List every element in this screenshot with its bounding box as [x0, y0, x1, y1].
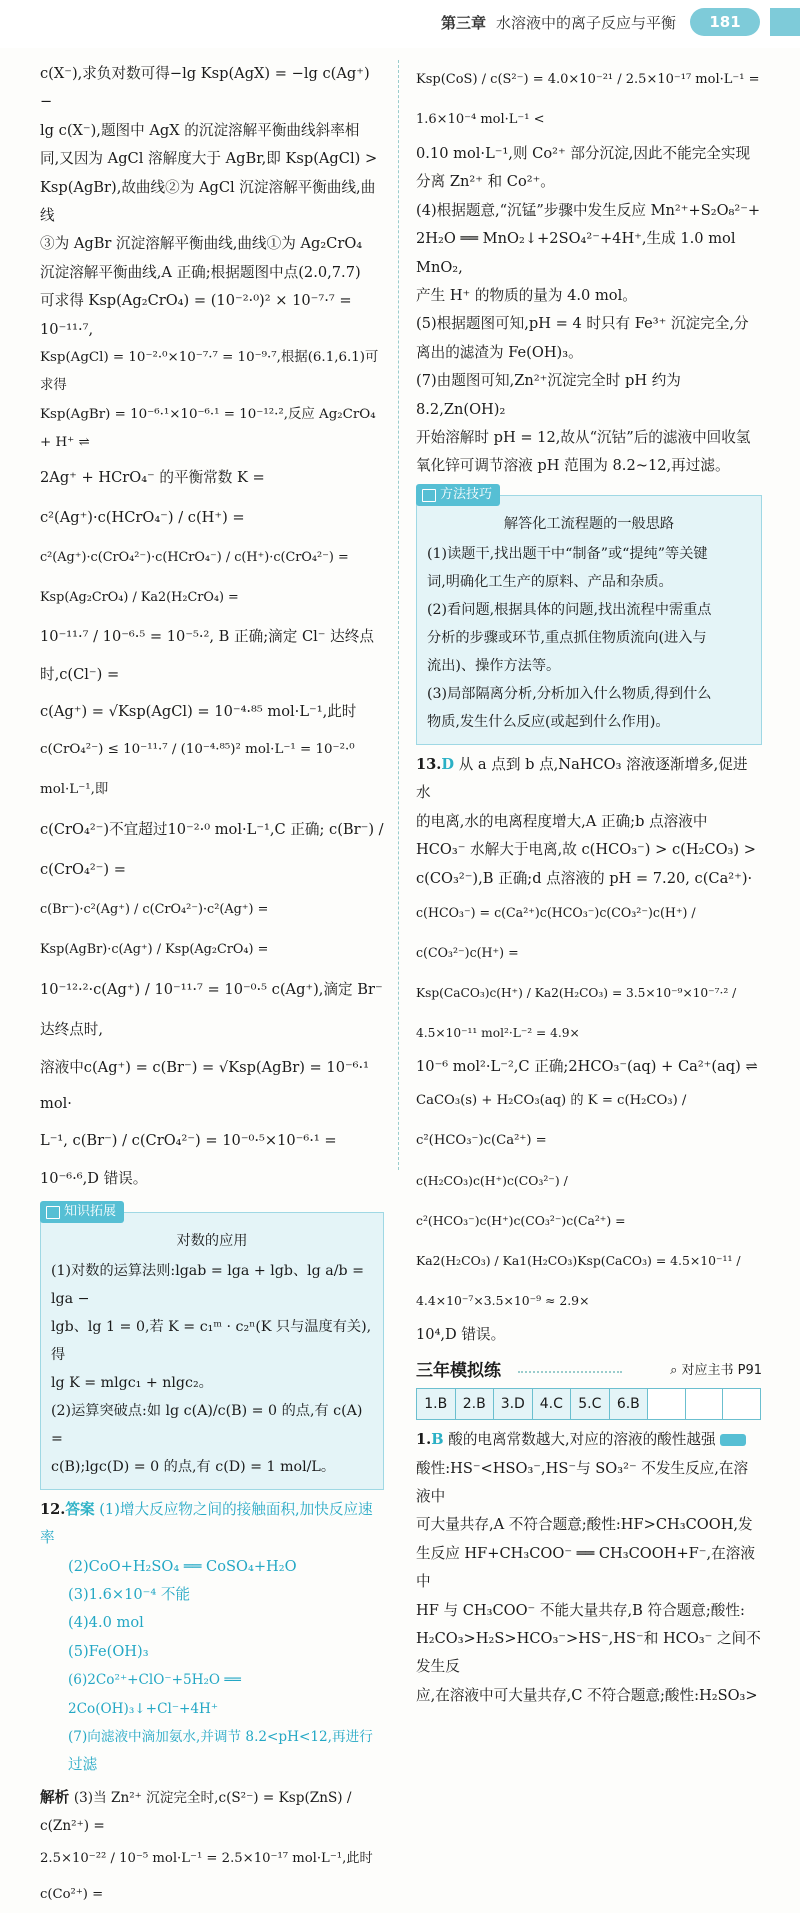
answer-line: (7)向滤液中滴加氨水,并调节 8.2<pH<12,再进行 [68, 1728, 373, 1745]
question-answer: B [431, 1431, 444, 1449]
box-line: 分析的步骤或环节,重点抓住物质流向(进入与 [427, 629, 707, 646]
question-13-header [416, 751, 762, 808]
text-line: 的电离,水的电离程度增大,A 正确;b 点溶液中 [416, 812, 708, 830]
text-line: 开始溶解时 pH = 12,故从“沉钴”后的滤液中回收氢 [416, 429, 751, 447]
box-line: (1)读题干,找出题干中“制备”或“提纯”等关键 [427, 545, 708, 562]
analysis-line [40, 1784, 384, 1841]
text-line: c(H₂CO₃)c(H⁺)c(CO₃²⁻) / c²(HCO₃⁻)c(H⁺)c(CO₃²⁻)c(Ca²⁺) = [416, 1173, 626, 1229]
section-title: 三年模拟练 [416, 1360, 501, 1381]
box-tag [40, 1201, 124, 1223]
section-reference [670, 1356, 762, 1386]
box-line: (1)对数的运算法则:lgab = lga + lgb、lg a/b = lga − [51, 1262, 364, 1307]
text-line: 离出的滤渣为 Fe(OH)₃。 [416, 343, 583, 361]
box-line: c(B);lgc(D) = 0 的点,有 c(D) = 1 mol/L。 [51, 1458, 336, 1475]
text-line: c(CrO₄²⁻) ≤ 10⁻¹¹·⁷ / (10⁻⁴·⁸⁵)² mol·L⁻¹ = 10⁻²·⁰ mol·L⁻¹,即 [40, 741, 355, 797]
text-line: c(X⁻),求负对数可得−lg Ksp(AgX) = −lg c(Ag⁺) − [40, 65, 370, 111]
text-line: Ksp(AgBr) = 10⁻⁶·¹×10⁻⁶·¹ = 10⁻¹²·²,反应 Ag₂CrO₄ + H⁺ ⇌ [40, 406, 376, 451]
text-line: HF 与 CH₃COO⁻ 不能大量共存,B 符合题意;酸性: [416, 1601, 745, 1619]
box-line: lg K = mlgc₁ + nlgc₂。 [51, 1374, 213, 1391]
text-line: c²(Ag⁺)·c(CrO₄²⁻)·c(HCrO₄⁻) / c(H⁺)·c(CrO₄²⁻) = Ksp(Ag₂CrO₄) / Ka2(H₂CrO₄) = [40, 549, 349, 605]
text-line: c(CrO₄²⁻)不宜超过10⁻²·⁰ mol·L⁻¹,C 正确; c(Br⁻) / c(CrO₄²⁻) = [40, 820, 384, 878]
box-tag [416, 484, 500, 506]
text-line: Ka2(H₂CO₃) / Ka1(H₂CO₃)Ksp(CaCO₃) = 4.5×10⁻¹¹ / 4.4×10⁻⁷×3.5×10⁻⁹ ≈ 2.9× [416, 1253, 741, 1309]
reference-text: 对应主书 P91 [681, 1362, 762, 1378]
text-line: c(Br⁻)·c²(Ag⁺) / c(CrO₄²⁻)·c²(Ag⁺) = Ksp(AgBr)·c(Ag⁺) / Ksp(Ag₂CrO₄) = [40, 901, 269, 957]
book-icon [46, 1206, 60, 1219]
box-tag-label: 知识拓展 [64, 1203, 117, 1219]
method-tips-box [416, 486, 762, 745]
answer-line: 过滤 [68, 1756, 98, 1774]
analysis-text: (3)当 Zn²⁺ 沉淀完全时,c(S²⁻) = Ksp(ZnS) / c(Zn²⁺) = [40, 1789, 352, 1835]
box-title: 对数的应用 [176, 1232, 248, 1249]
text-line: 产生 H⁺ 的物质的量为 4.0 mol。 [416, 287, 637, 305]
box-line: (3)局部隔离分析,分析加入什么物质,得到什么 [427, 685, 712, 702]
answer-cell-empty [723, 1388, 761, 1419]
text-line: 生反应 HF+CH₃COO⁻ ══ CH₃COOH+F⁻,在溶液中 [416, 1544, 755, 1591]
text-line: c(HCO₃⁻) = c(Ca²⁺)c(HCO₃⁻)c(CO₃²⁻)c(H⁺) / c(CO₃²⁻)c(H⁺) = [416, 904, 696, 960]
box-line: 流出)、操作方法等。 [427, 657, 561, 674]
header-accent-bar [770, 8, 800, 36]
answer-line: (4)4.0 mol [68, 1614, 144, 1632]
text-line: 10⁴,D 错误。 [416, 1326, 506, 1344]
column-divider [398, 60, 399, 1170]
left-column [40, 60, 384, 1913]
text-line: L⁻¹, c(Br⁻) / c(CrO₄²⁻) = 10⁻⁰·⁵×10⁻⁶·¹ = 10⁻⁶·⁶,D 错误。 [40, 1131, 337, 1187]
answer-line: (1)增大反应物之间的接触面积,加快反应速率 [40, 1500, 373, 1547]
text-line: c(Ag⁺) = √Ksp(AgCl) = 10⁻⁴·⁸⁵ mol·L⁻¹,此时 [40, 702, 357, 720]
text-line: 10⁻¹²·²·c(Ag⁺) / 10⁻¹¹·⁷ = 10⁻⁰·⁵ c(Ag⁺),滴定 Br⁻ 达终点时, [40, 980, 383, 1038]
text-line: (4)根据题意,“沉锰”步骤中发生反应 Mn²⁺+S₂O₈²⁻+ [416, 201, 761, 219]
question-1-header [416, 1426, 762, 1454]
answer-cell: 5.C [571, 1388, 610, 1419]
answer-cell: 6.B [609, 1388, 648, 1419]
box-line: 词,明确化工生产的原料、产品和杂质。 [427, 573, 673, 590]
text-line: HCO₃⁻ 水解大于电离,故 c(HCO₃⁻) > c(H₂CO₃) > [416, 841, 756, 859]
question-number: 1. [416, 1431, 432, 1449]
text-line: 酸性:HS⁻<HSO₃⁻,HS⁻与 SO₃²⁻ 不发生反应,在溶液中 [416, 1459, 749, 1505]
analysis-line: 2.5×10⁻²² / 10⁻⁵ mol·L⁻¹ = 2.5×10⁻¹⁷ mol·L⁻¹,此时 c(Co²⁺) = [40, 1850, 373, 1902]
text-line: Ksp(CaCO₃)c(H⁺) / Ka2(H₂CO₃) = 3.5×10⁻⁹×10⁻⁷·² / 4.5×10⁻¹¹ mol²·L⁻² = 4.9× [416, 985, 737, 1040]
answer-cell: 3.D [494, 1388, 533, 1419]
text-line: 沉淀溶解平衡曲线,A 正确;根据题图中点(2.0,7.7) [40, 263, 361, 281]
text-line: 应,在溶液中可大量共存,C 不符合题意;酸性:H₂SO₃> [416, 1686, 758, 1704]
answer-label: 答案 [65, 1500, 95, 1518]
box-tag-label: 方法技巧 [440, 486, 493, 502]
section-heading [416, 1356, 762, 1386]
knowledge-extension-box [40, 1203, 384, 1490]
text-line: Ksp(CoS) / c(S²⁻) = 4.0×10⁻²¹ / 2.5×10⁻¹⁷ mol·L⁻¹ = 1.6×10⁻⁴ mol·L⁻¹ < [416, 72, 760, 127]
box-line: (2)看问题,根据具体的问题,找出流程中需重点 [427, 601, 712, 618]
text-line: 酸的电离常数越大,对应的溶液的酸性越强 [448, 1431, 716, 1449]
question-answer: D [441, 755, 455, 773]
text-line: 2H₂O ══ MnO₂↓+2SO₄²⁻+4H⁺,生成 1.0 mol MnO₂, [416, 230, 736, 276]
answer-cell-empty [685, 1388, 723, 1419]
text-line: 同,又因为 AgCl 溶解度大于 AgBr,即 Ksp(AgCl) > [40, 150, 378, 168]
answer-grid [416, 1388, 761, 1420]
text-line: 溶液中c(Ag⁺) = c(Br⁻) = √Ksp(AgBr) = 10⁻⁶·¹ mol· [40, 1058, 370, 1112]
text-line: 2Ag⁺ + HCrO₄⁻ 的平衡常数 K = c²(Ag⁺)·c(HCrO₄⁻) / c(H⁺) = [40, 468, 265, 526]
text-line: Ksp(AgCl) = 10⁻²·⁰×10⁻⁷·⁷ = 10⁻⁹·⁷,根据(6.1,6.1)可求得 [40, 350, 379, 394]
answer-line: (5)Fe(OH)₃ [68, 1642, 149, 1660]
search-icon: ⌕ [670, 1362, 682, 1378]
chapter-number: 第三章 [440, 14, 486, 32]
text-line: 可求得 Ksp(Ag₂CrO₄) = (10⁻²·⁰)² × 10⁻⁷·⁷ = 10⁻¹¹·⁷, [40, 292, 352, 338]
answer-cell: 2.B [455, 1388, 494, 1419]
box-line: lgb、lg 1 = 0,若 K = c₁ᵐ · c₂ⁿ(K 只与温度有关),得 [51, 1318, 372, 1363]
text-line: CaCO₃(s) + H₂CO₃(aq) 的 K = c(H₂CO₃) / c²(HCO₃⁻)c(Ca²⁺) = [416, 1093, 687, 1149]
text-line: H₂CO₃>H₂S>HCO₃⁻>HS⁻,HS⁻和 HCO₃⁻ 之间不发生反 [416, 1629, 761, 1676]
page-number: 181 [690, 8, 760, 36]
text-line: (7)由题图可知,Zn²⁺沉淀完全时 pH 约为 8.2,Zn(OH)₂ [416, 372, 681, 418]
dotted-rule [518, 1371, 622, 1373]
question-number: 12. [40, 1500, 66, 1518]
question-number: 13. [416, 755, 442, 773]
tag-badge-icon [720, 1434, 746, 1446]
text-line: 分离 Zn²⁺ 和 Co²⁺。 [416, 173, 555, 191]
text-line: 从 a 点到 b 点,NaHCO₃ 溶液逐渐增多,促进水 [416, 755, 748, 802]
question-12-header [40, 1496, 384, 1553]
chapter-heading [441, 12, 676, 33]
answer-line: (6)2Co²⁺+ClO⁻+5H₂O ══ 2Co(OH)₃↓+Cl⁻+4H⁺ [68, 1672, 241, 1717]
text-line: 10⁻¹¹·⁷ / 10⁻⁶·⁵ = 10⁻⁵·², B 正确;滴定 Cl⁻ 达终点时,c(Cl⁻) = [40, 627, 374, 683]
analysis-label: 解析 [40, 1788, 70, 1806]
answer-cell-empty [648, 1388, 686, 1419]
text-line: ③为 AgBr 沉淀溶解平衡曲线,曲线①为 Ag₂CrO₄ [40, 235, 363, 253]
page-header [0, 0, 800, 48]
answer-cell: 4.C [532, 1388, 571, 1419]
book-icon [422, 489, 436, 502]
box-line: (2)运算突破点:如 lg c(A)/c(B) = 0 的点,有 c(A) = [51, 1402, 363, 1447]
text-line: 0.10 mol·L⁻¹,则 Co²⁺ 部分沉淀,因此不能完全实现 [416, 145, 751, 162]
text-line: lg c(X⁻),题图中 AgX 的沉淀溶解平衡曲线斜率相 [40, 121, 360, 139]
answer-line: (2)CoO+H₂SO₄ ══ CoSO₄+H₂O [68, 1557, 297, 1575]
box-title: 解答化工流程题的一般思路 [503, 515, 675, 532]
answer-line: (3)1.6×10⁻⁴ 不能 [68, 1585, 191, 1603]
box-line: 物质,发生什么反应(或起到什么作用)。 [427, 713, 670, 730]
text-line: 可大量共存,A 不符合题意;酸性:HF>CH₃COOH,发 [416, 1516, 753, 1534]
chapter-title: 水溶液中的离子反应与平衡 [495, 14, 676, 32]
text-line: 氧化锌可调节溶液 pH 范围为 8.2~12,再过滤。 [416, 457, 730, 475]
text-line: c(CO₃²⁻),B 正确;d 点溶液的 pH = 7.20, c(Ca²⁺)· [416, 869, 753, 887]
answer-cell: 1.B [417, 1388, 456, 1419]
text-line: 10⁻⁶ mol²·L⁻²,C 正确;2HCO₃⁻(aq) + Ca²⁺(aq) ⇌ [416, 1057, 758, 1075]
text-line: Ksp(AgBr),故曲线②为 AgCl 沉淀溶解平衡曲线,曲线 [40, 178, 376, 225]
text-line: (5)根据题图可知,pH = 4 时只有 Fe³⁺ 沉淀完全,分 [416, 315, 749, 333]
right-column [416, 60, 762, 1710]
